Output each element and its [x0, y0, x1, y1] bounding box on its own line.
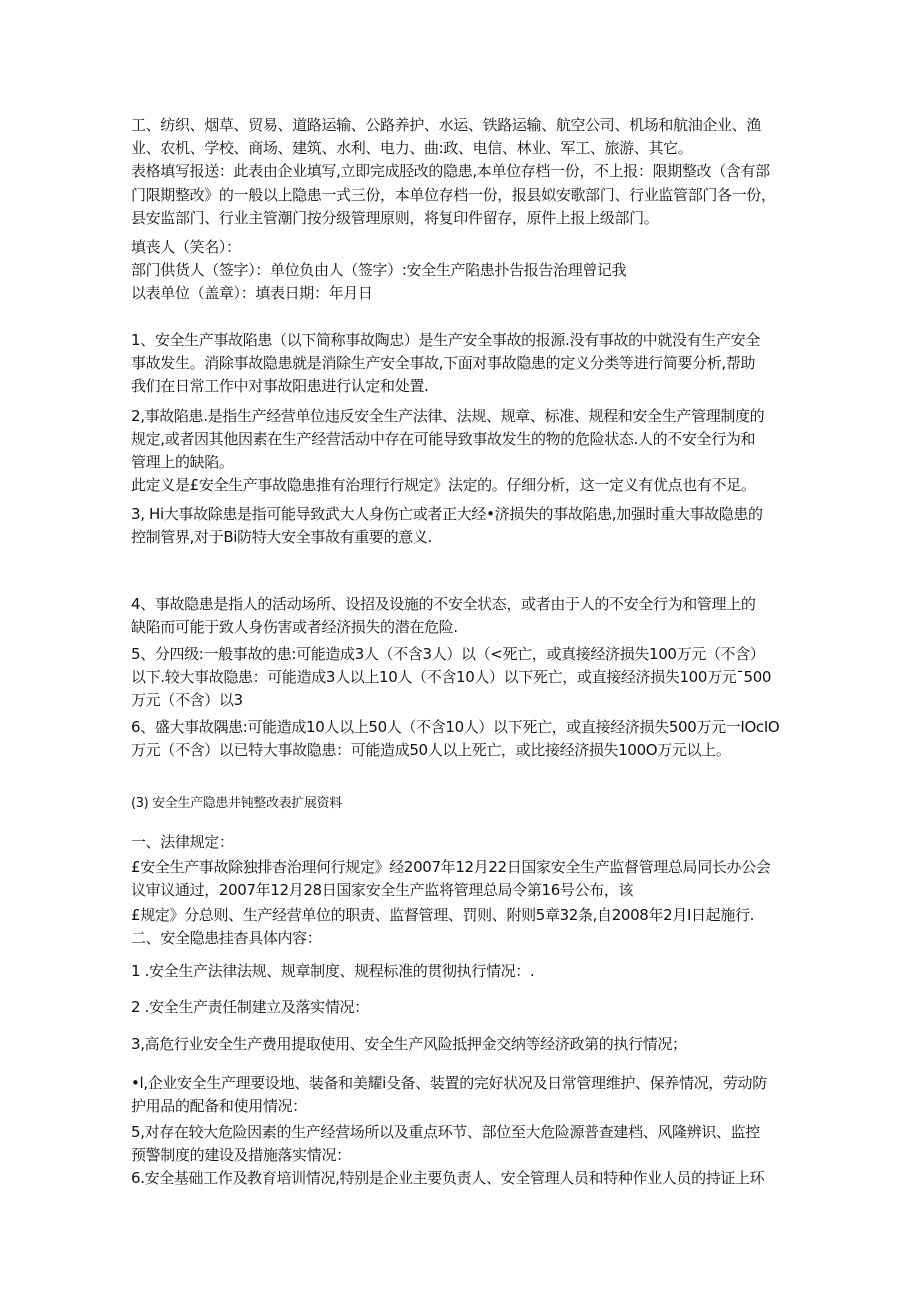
text-line: 工、纺织、烟草、贸易、道路运输、公路养护、水运、铁路运输、航空公司、机场和航油企业、渔 [131, 116, 761, 134]
text-line: 以表单位（盖章）：填表日期：年月日 [131, 284, 373, 302]
text-line: £规定》分总则、生产经营单位的职责、监督管理、罚则、附则5章32条,自2008年2月I日起施行. [131, 906, 755, 924]
text-line: 二、安全隐患挂杳具体内容： [131, 929, 322, 947]
text-line: 事故发生。消除事故隐患就是消除生产安全事故,下面对事故隐患的定义分类等进行简要分析,帮助 [131, 354, 756, 372]
text-line: 预警制度的建设及措施落实情况： [131, 1146, 351, 1164]
text-line: 填丧人（笑名）： [131, 238, 241, 256]
section-heading: (3) 安全生产隐患井钝整改表扩展资料 [131, 796, 342, 811]
text-line: 2,事故陷患.是指生产经营单位违反安全生产法律、法规、规章、标准、规程和安全生产管理制度的 [131, 407, 765, 425]
text-line: 3,高危行业安全生产费用提取使用、安全生产风险抵押金交纳等经济政第的执行情况； [131, 1035, 687, 1053]
text-line: 管理上的缺陷。 [131, 453, 234, 471]
text-line: 3, Hi大事故除患是指可能导致武大人身伤亡或者正大经•济损失的事故陷患,加强时重大事故隐患的 [131, 505, 763, 523]
text-line: 表格填写报送：此表由企业填写,立即完成胫改的隐患,本单位存档一份，不上报：限期整改（含有部 [131, 162, 770, 180]
text-line: 2 .安全生产责任制建立及落实情况： [131, 998, 369, 1016]
text-line: 5、分四级:一般事故的患:可能造成3人（不含3人）以（<死亡，或真接经济损失100万元（不含） [131, 645, 765, 663]
text-line: 1、安全生产事故陷患（以下简称事故陶忠）是生产安全事故的报源.没有事故的中就没有生产安全 [131, 331, 760, 349]
text-line: 规定,或者因其他因素在生产经营活动中存在可能导致事故发生的物的危险状态.人的不安全行为和 [131, 430, 756, 448]
text-line: £安全生产事故除独排杳治理何行规定》经2007年12月22日国家安全生产监督管理总局同长办公会 [131, 858, 771, 876]
text-line: •l,企业安全生产理要设地、装备和美耀i殳备、装置的完好状况及日常管理维护、保养情况，劳动防 [131, 1074, 767, 1092]
text-line: 议审议通过，2007年12月28日国家安全生产监将管理总局令第16号公布，该 [131, 881, 634, 899]
text-line: 以下.较大事故隐患：可能造成3人以上10人（不含10人）以下死亡，或直接经济损失100万元¯500 [131, 668, 772, 686]
text-line: 5,对存在较大危险因素的生产经营场所以及重点环节、部位至大危险源普查建档、风隆辨识、监控 [131, 1123, 760, 1141]
text-line: 4、事故隐患是指人的活动场所、设招及设施的不安全状态，或者由于人的不安全行为和管理上的 [131, 595, 756, 613]
text-line: 6.安全基础工作及教育培训情况,特别是企业主要负责人、安全管理人员和特种作业人员的持证上环 [131, 1169, 765, 1187]
text-line: 我们在日常工作中对事故阳患进行认定和处置. [131, 377, 429, 395]
text-line: 此定义是£安全生产事故隐患推有治理行行规定》法定的。仔细分析，这一定义有优点也有不足。 [131, 476, 756, 494]
text-line: 县安监部门、行业主管潮门按分级管理原则，将复印件留存，原件上报上级部门。 [131, 209, 659, 227]
text-line: 护用品的配备和使用情况： [131, 1097, 307, 1115]
text-line: 控制管界,对于Bi防特大安全事故有重要的意义. [131, 528, 432, 546]
text-line: 1 .安全生产法律法规、规章制度、规程标准的贯彻执行情况：. [131, 962, 535, 980]
text-line: 业、农机、学校、商场、建筑、水利、电力、曲:政、电信、林业、军工、旅游、其它。 [131, 139, 693, 157]
text-line: 门限期整改》的一般以上隐患一式三份，本单位存档一份，报县姒安歌部门、行业监管部门各一份， [131, 186, 776, 204]
text-line: 缺陷而可能于致人身伤害或者经济损失的潜在危险. [131, 618, 458, 636]
text-line: 万元（不含）以3 [131, 691, 243, 709]
text-line: 万元（不含）以已特大事故隐患：可能造成50人以上死亡，或比接经济损失100O万元以上。 [131, 741, 731, 759]
text-line: 部门供货人（签字）：单位负由人（签字）:安全生产陷患扑告报告治理曾记我 [131, 261, 627, 279]
text-line: 6、盛大事故隅患:可能造成10人以上50人（不含10人）以下死亡，或直接经济损失500万元一IOcIO [131, 718, 780, 736]
text-line: 一、法律规定： [131, 833, 234, 851]
